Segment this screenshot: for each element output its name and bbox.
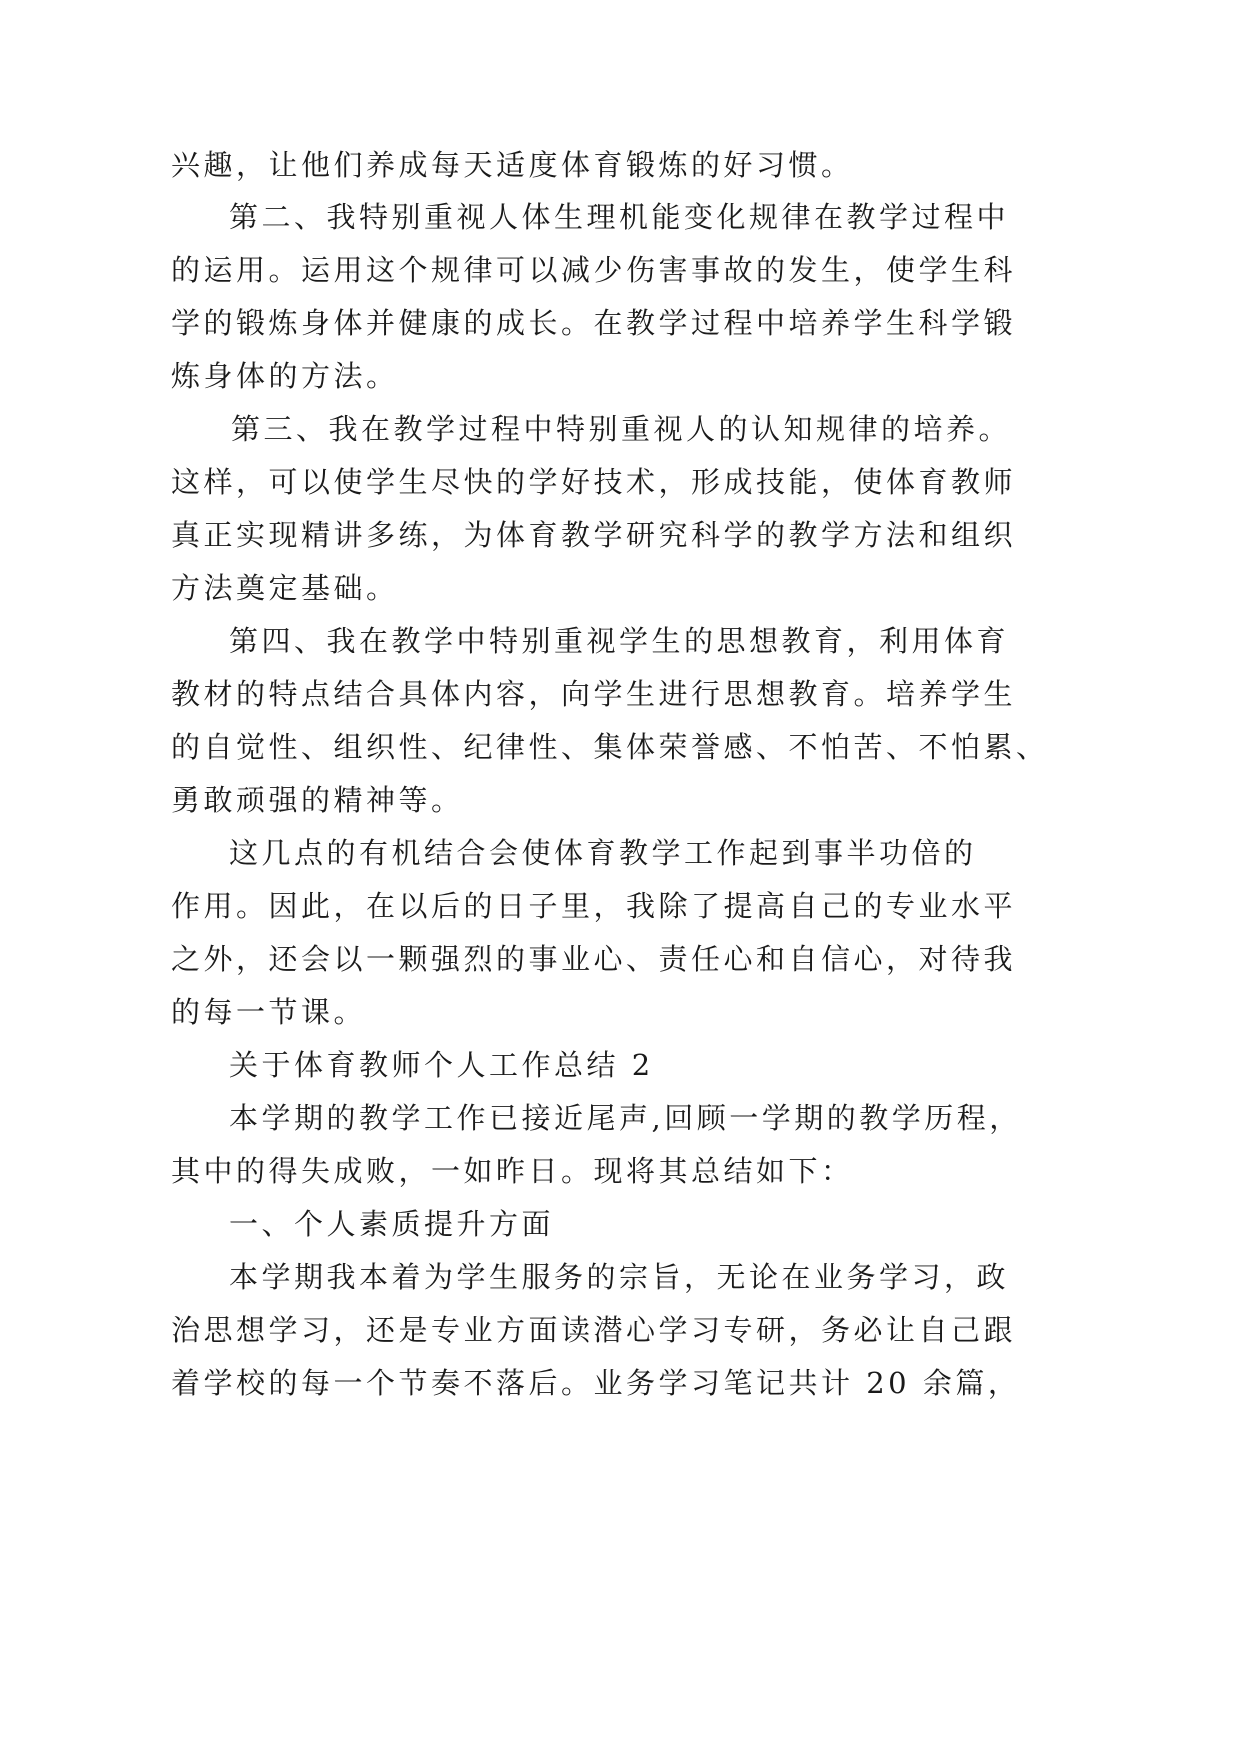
text-line: 教材的特点结合具体内容，向学生进行思想教育。培养学生 [171, 677, 1017, 711]
text-line: 方法奠定基础。 [171, 571, 399, 605]
section-heading: 关于体育教师个人工作总结 2 [229, 1048, 654, 1082]
text-line: 的运用。运用这个规律可以减少伤害事故的发生，使学生科 [171, 253, 1017, 287]
subsection-heading: 一、个人素质提升方面 [229, 1207, 555, 1241]
text-line: 真正实现精讲多练，为体育教学研究科学的教学方法和组织 [171, 518, 1017, 552]
text-line: 之外，还会以一颗强烈的事业心、责任心和自信心，对待我 [171, 942, 1017, 976]
text-line: 的自觉性、组织性、纪律性、集体荣誉感、不怕苦、不怕累、 [171, 730, 1049, 764]
text-line: 治思想学习，还是专业方面读潜心学习专研，务必让自己跟 [171, 1313, 1017, 1347]
paragraph-start: 这几点的有机结合会使体育教学工作起到事半功倍的 [229, 836, 977, 870]
text-line: 其中的得失成败，一如昨日。现将其总结如下： [171, 1154, 854, 1188]
paragraph-start: 第四、我在教学中特别重视学生的思想教育，利用体育 [229, 624, 1010, 658]
paragraph-start: 第二、我特别重视人体生理机能变化规律在教学过程中 [229, 200, 1010, 234]
text-line: 炼身体的方法。 [171, 359, 399, 393]
text-line: 勇敢顽强的精神等。 [171, 783, 464, 817]
paragraph-start: 本学期我本着为学生服务的宗旨，无论在业务学习，政 [229, 1260, 1010, 1294]
text-line: 的每一节课。 [171, 995, 367, 1029]
paragraph-start: 本学期的教学工作已接近尾声,回顾一学期的教学历程， [229, 1101, 1022, 1135]
text-line: 着学校的每一个节奏不落后。业务学习笔记共计 20 余篇， [171, 1366, 1021, 1400]
text-line: 学的锻炼身体并健康的成长。在教学过程中培养学生科学锻 [171, 306, 1017, 340]
text-line: 这样，可以使学生尽快的学好技术，形成技能，使体育教师 [171, 465, 1017, 499]
paragraph-start: 第三、我在教学过程中特别重视人的认知规律的培养。 [231, 412, 1012, 446]
text-line: 兴趣，让他们养成每天适度体育锻炼的好习惯。 [171, 148, 854, 182]
text-line: 作用。因此，在以后的日子里，我除了提高自己的专业水平 [171, 889, 1017, 923]
